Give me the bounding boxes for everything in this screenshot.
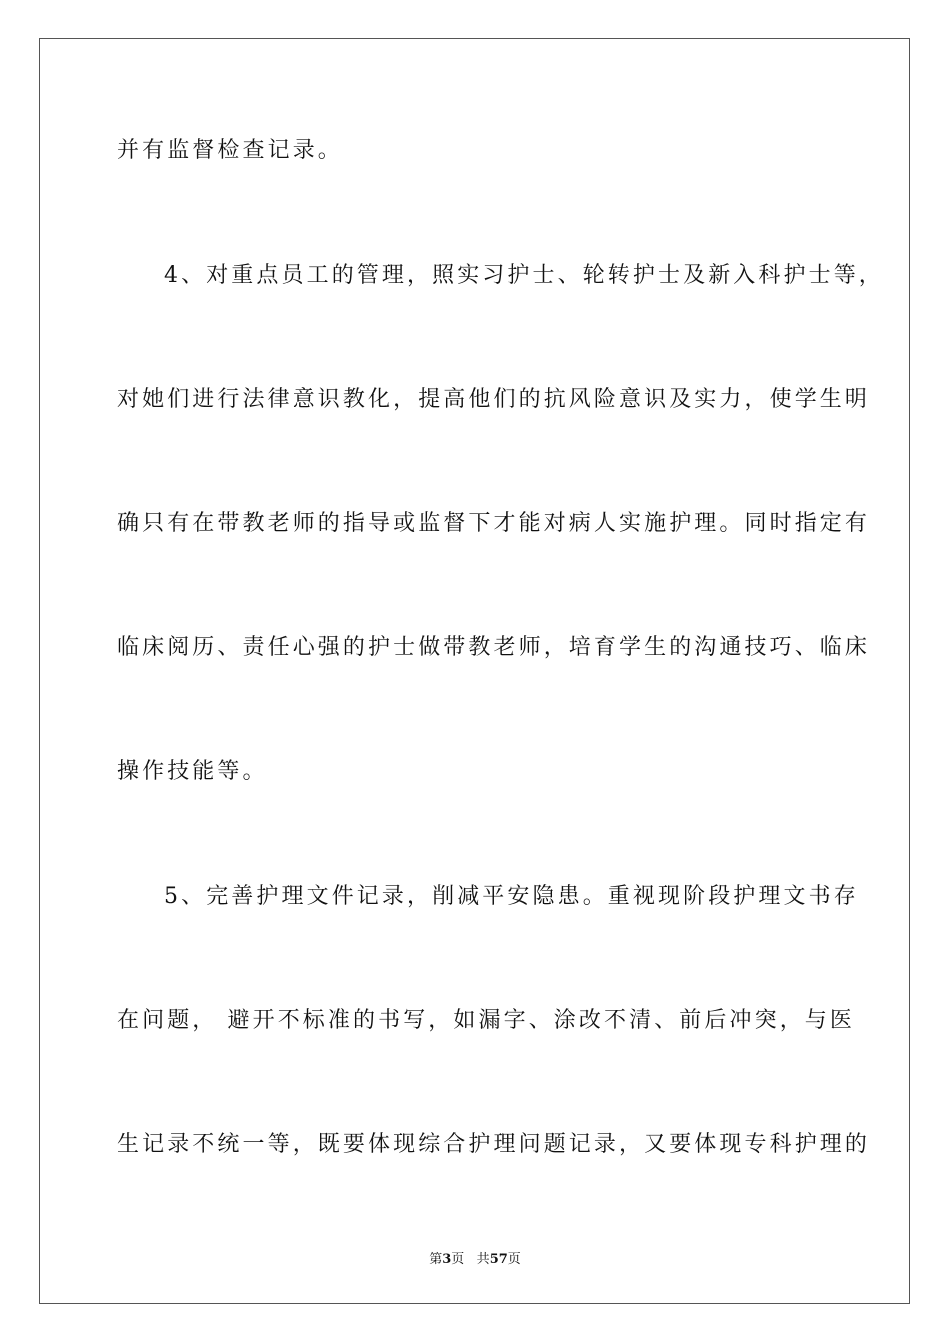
body-line-8: 在问题， 避开不标准的书写，如漏字、涂改不清、前后冲突，与医	[117, 1008, 855, 1033]
page-prefix: 第	[429, 1252, 443, 1267]
page-border	[39, 38, 910, 1304]
body-line-3: 对她们进行法律意识教化，提高他们的抗风险意识及实力，使学生明	[117, 387, 871, 412]
total-prefix: 共	[476, 1252, 490, 1267]
body-line-9: 生记录不统一等，既要体现综合护理问题记录，又要体现专科护理的	[117, 1132, 871, 1157]
body-line-7: 5、完善护理文件记录，削减平安隐患。重视现阶段护理文书存	[164, 884, 859, 909]
page-unit: 页	[451, 1252, 465, 1267]
page-total: 57	[489, 1252, 508, 1267]
page-footer	[0, 1248, 950, 1267]
body-line-5: 临床阅历、责任心强的护士做带教老师，培育学生的沟通技巧、临床	[117, 635, 871, 660]
body-line-4: 确只有在带教老师的指导或监督下才能对病人实施护理。同时指定有	[117, 511, 871, 536]
total-unit: 页	[507, 1252, 521, 1267]
body-line-2: 4、对重点员工的管理，照实习护士、轮转护士及新入科护士等，	[164, 263, 884, 288]
body-line-1: 并有监督检查记录。	[117, 138, 343, 163]
body-line-6: 操作技能等。	[117, 759, 268, 784]
page-current: 3	[442, 1252, 452, 1267]
